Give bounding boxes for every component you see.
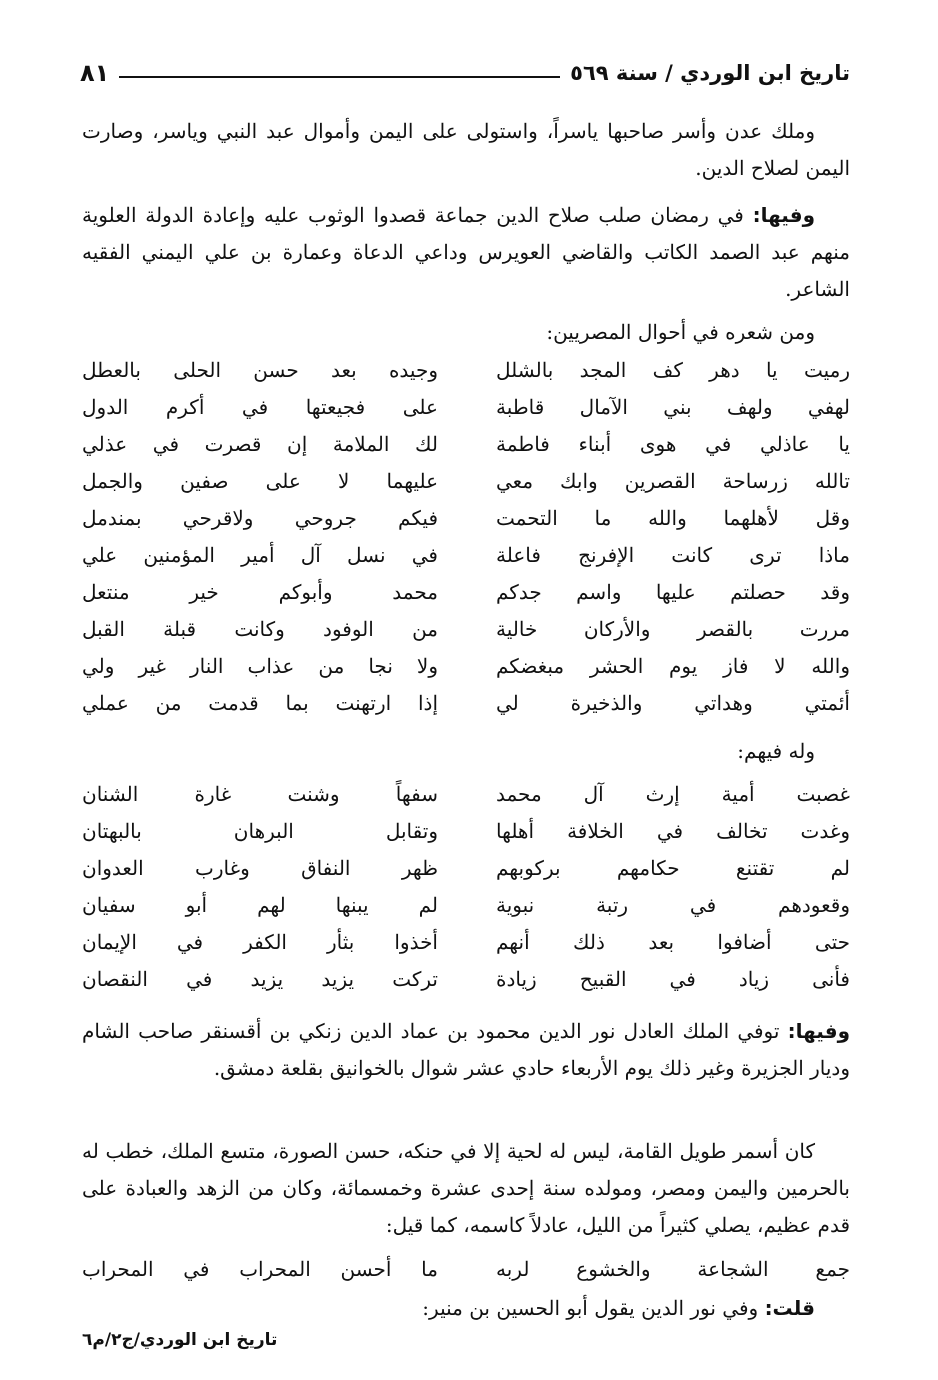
footer-signature: تاريخ ابن الوردي/ج٢/م٦ <box>82 1330 278 1350</box>
verse-first-hemistich: غصبت أمية إرث آل محمد <box>496 782 850 806</box>
paragraph <box>82 113 850 187</box>
paragraph-keyword: وفيها: <box>787 1019 850 1043</box>
verse-second-hemistich: ولا نجا من عذاب النار غير ولي <box>82 654 438 678</box>
paragraph-text: ومن شعره في أحوال المصريين: <box>546 320 815 344</box>
verse-second-hemistich: عليهما لا على صفين والجمل <box>82 469 438 493</box>
paragraph-text: وله فيهم: <box>737 739 815 763</box>
verse-second-hemistich: تركت يزيد يزيد في النقصان <box>82 967 438 991</box>
verse-first-hemistich: مررت بالقصر والأركان خالية <box>496 617 850 641</box>
verse-first-hemistich: يا عاذلي في هوى أبناء فاطمة <box>496 432 850 456</box>
verse-first-hemistich: أئمتي وهداتي والذخيرة لي <box>496 691 850 715</box>
verse-second-hemistich: سفهاً وشنت غارة الشنان <box>82 782 438 806</box>
paragraph <box>82 314 850 351</box>
paragraph <box>82 1133 850 1244</box>
verse <box>82 1257 850 1294</box>
verse-first-hemistich: فأنى زياد في القبيح زيادة <box>496 967 850 991</box>
verse-second-hemistich: وجيده بعد حسن الحلى بالعطل <box>82 358 438 382</box>
verse-first-hemistich: ماذا ترى كانت الإفرنج فاعلة <box>496 543 850 567</box>
verse-first-hemistich: لهفي ولهف بني الآمال قاطبة <box>496 395 850 419</box>
verse <box>82 617 850 654</box>
paragraph <box>82 733 850 770</box>
verse <box>82 691 850 728</box>
verse-second-hemistich: إذا ارتهنت بما قدمت من عملي <box>82 691 438 715</box>
page-number: ٨١ <box>80 59 110 87</box>
paragraph-text: كان أسمر طويل القامة، ليس له لحية إلا في حنكه، حسن الصورة، متسع الملك، خطب له بالحرمين واليمن ومصر، ومولده سنة إحدى عشرة وخمسمائة، وكان من الزهد والعبادة على قدم عظيم، يصلي كثيراً من الليل، عادلاً كاسمه، كما قيل: <box>82 1139 850 1237</box>
paragraph <box>82 1013 850 1087</box>
verse-second-hemistich: أخذوا بثأر الكفر في الإيمان <box>82 930 438 954</box>
verse-first-hemistich: تالله زرساحة القصرين وابك معي <box>496 469 850 493</box>
running-title: تاريخ ابن الوردي / سنة ٥٦٩ <box>570 61 850 85</box>
verse <box>82 782 850 819</box>
verse <box>82 930 850 967</box>
verse-second-hemistich: ما أحسن المحراب في المحراب <box>82 1257 438 1281</box>
verse <box>82 580 850 617</box>
verse-second-hemistich: في نسل آل أمير المؤمنين علي <box>82 543 438 567</box>
verse <box>82 967 850 1004</box>
paragraph-keyword: قلت: <box>764 1296 815 1320</box>
verse <box>82 395 850 432</box>
verse <box>82 432 850 469</box>
paragraph <box>82 1290 850 1327</box>
verse-second-hemistich: لم يبنها لهم أبو سفيان <box>82 893 438 917</box>
verse-second-hemistich: على فجيعتها في أكرم الدول <box>82 395 438 419</box>
verse-second-hemistich: وتقابل البرهان بالبهتان <box>82 819 438 843</box>
paragraph-text: وفي نور الدين يقول أبو الحسين بن منير: <box>422 1296 765 1320</box>
verse-first-hemistich: وقعودهم في رتبة نبوية <box>496 893 850 917</box>
verse <box>82 358 850 395</box>
verse-first-hemistich: حتى أضافوا بعد ذلك أنهم <box>496 930 850 954</box>
paragraph-text: وملك عدن وأسر صاحبها ياسراً، واستولى على اليمن وأموال عبد النبي وياسر، وصارت اليمن لصلاح الدين. <box>82 119 850 180</box>
verse-second-hemistich: فيكم جروحي ولاقرحي بمندمل <box>82 506 438 530</box>
header-rule <box>119 76 560 78</box>
verse-second-hemistich: ظهر النفاق وغارب العدوان <box>82 856 438 880</box>
verse-second-hemistich: محمد وأبوكم خير منتعل <box>82 580 438 604</box>
paragraph-text: توفي الملك العادل نور الدين محمود بن عماد الدين زنكي بن أقسنقر صاحب الشام وديار الجزيرة وغير ذلك يوم الأربعاء حادي عشر شوال بالخوانيق بقلعة دمشق. <box>82 1019 850 1080</box>
verse-first-hemistich: وغدت تخالف في الخلافة أهلها <box>496 819 850 843</box>
verse-first-hemistich: وقد حصلتم عليها واسم جدكم <box>496 580 850 604</box>
verse <box>82 819 850 856</box>
verse <box>82 654 850 691</box>
verse <box>82 856 850 893</box>
verse <box>82 543 850 580</box>
verse-second-hemistich: من الوفود وكانت قبلة القبل <box>82 617 438 641</box>
verse-first-hemistich: لم تقتنع حكامهم بركوبهم <box>496 856 850 880</box>
running-header <box>80 56 850 90</box>
verse-second-hemistich: لك الملامة إن قصرت في عذلي <box>82 432 438 456</box>
paragraph-keyword: وفيها: <box>752 203 815 227</box>
verse <box>82 506 850 543</box>
verse-first-hemistich: جمع الشجاعة والخشوع لربه <box>496 1257 850 1281</box>
verse-first-hemistich: والله لا فاز يوم الحشر مبغضكم <box>496 654 850 678</box>
paragraph <box>82 197 850 308</box>
verse <box>82 469 850 506</box>
verse <box>82 893 850 930</box>
verse-first-hemistich: وقل لأهلهما والله ما التحمت <box>496 506 850 530</box>
paragraph-text: في رمضان صلب صلاح الدين جماعة قصدوا الوثوب عليه وإعادة الدولة العلوية منهم عبد الصمد الكاتب والقاضي العويرس وداعي الدعاة وعمارة بن علي اليمني الفقيه الشاعر. <box>82 203 850 301</box>
verse-first-hemistich: رميت يا دهر كف المجد بالشلل <box>496 358 850 382</box>
